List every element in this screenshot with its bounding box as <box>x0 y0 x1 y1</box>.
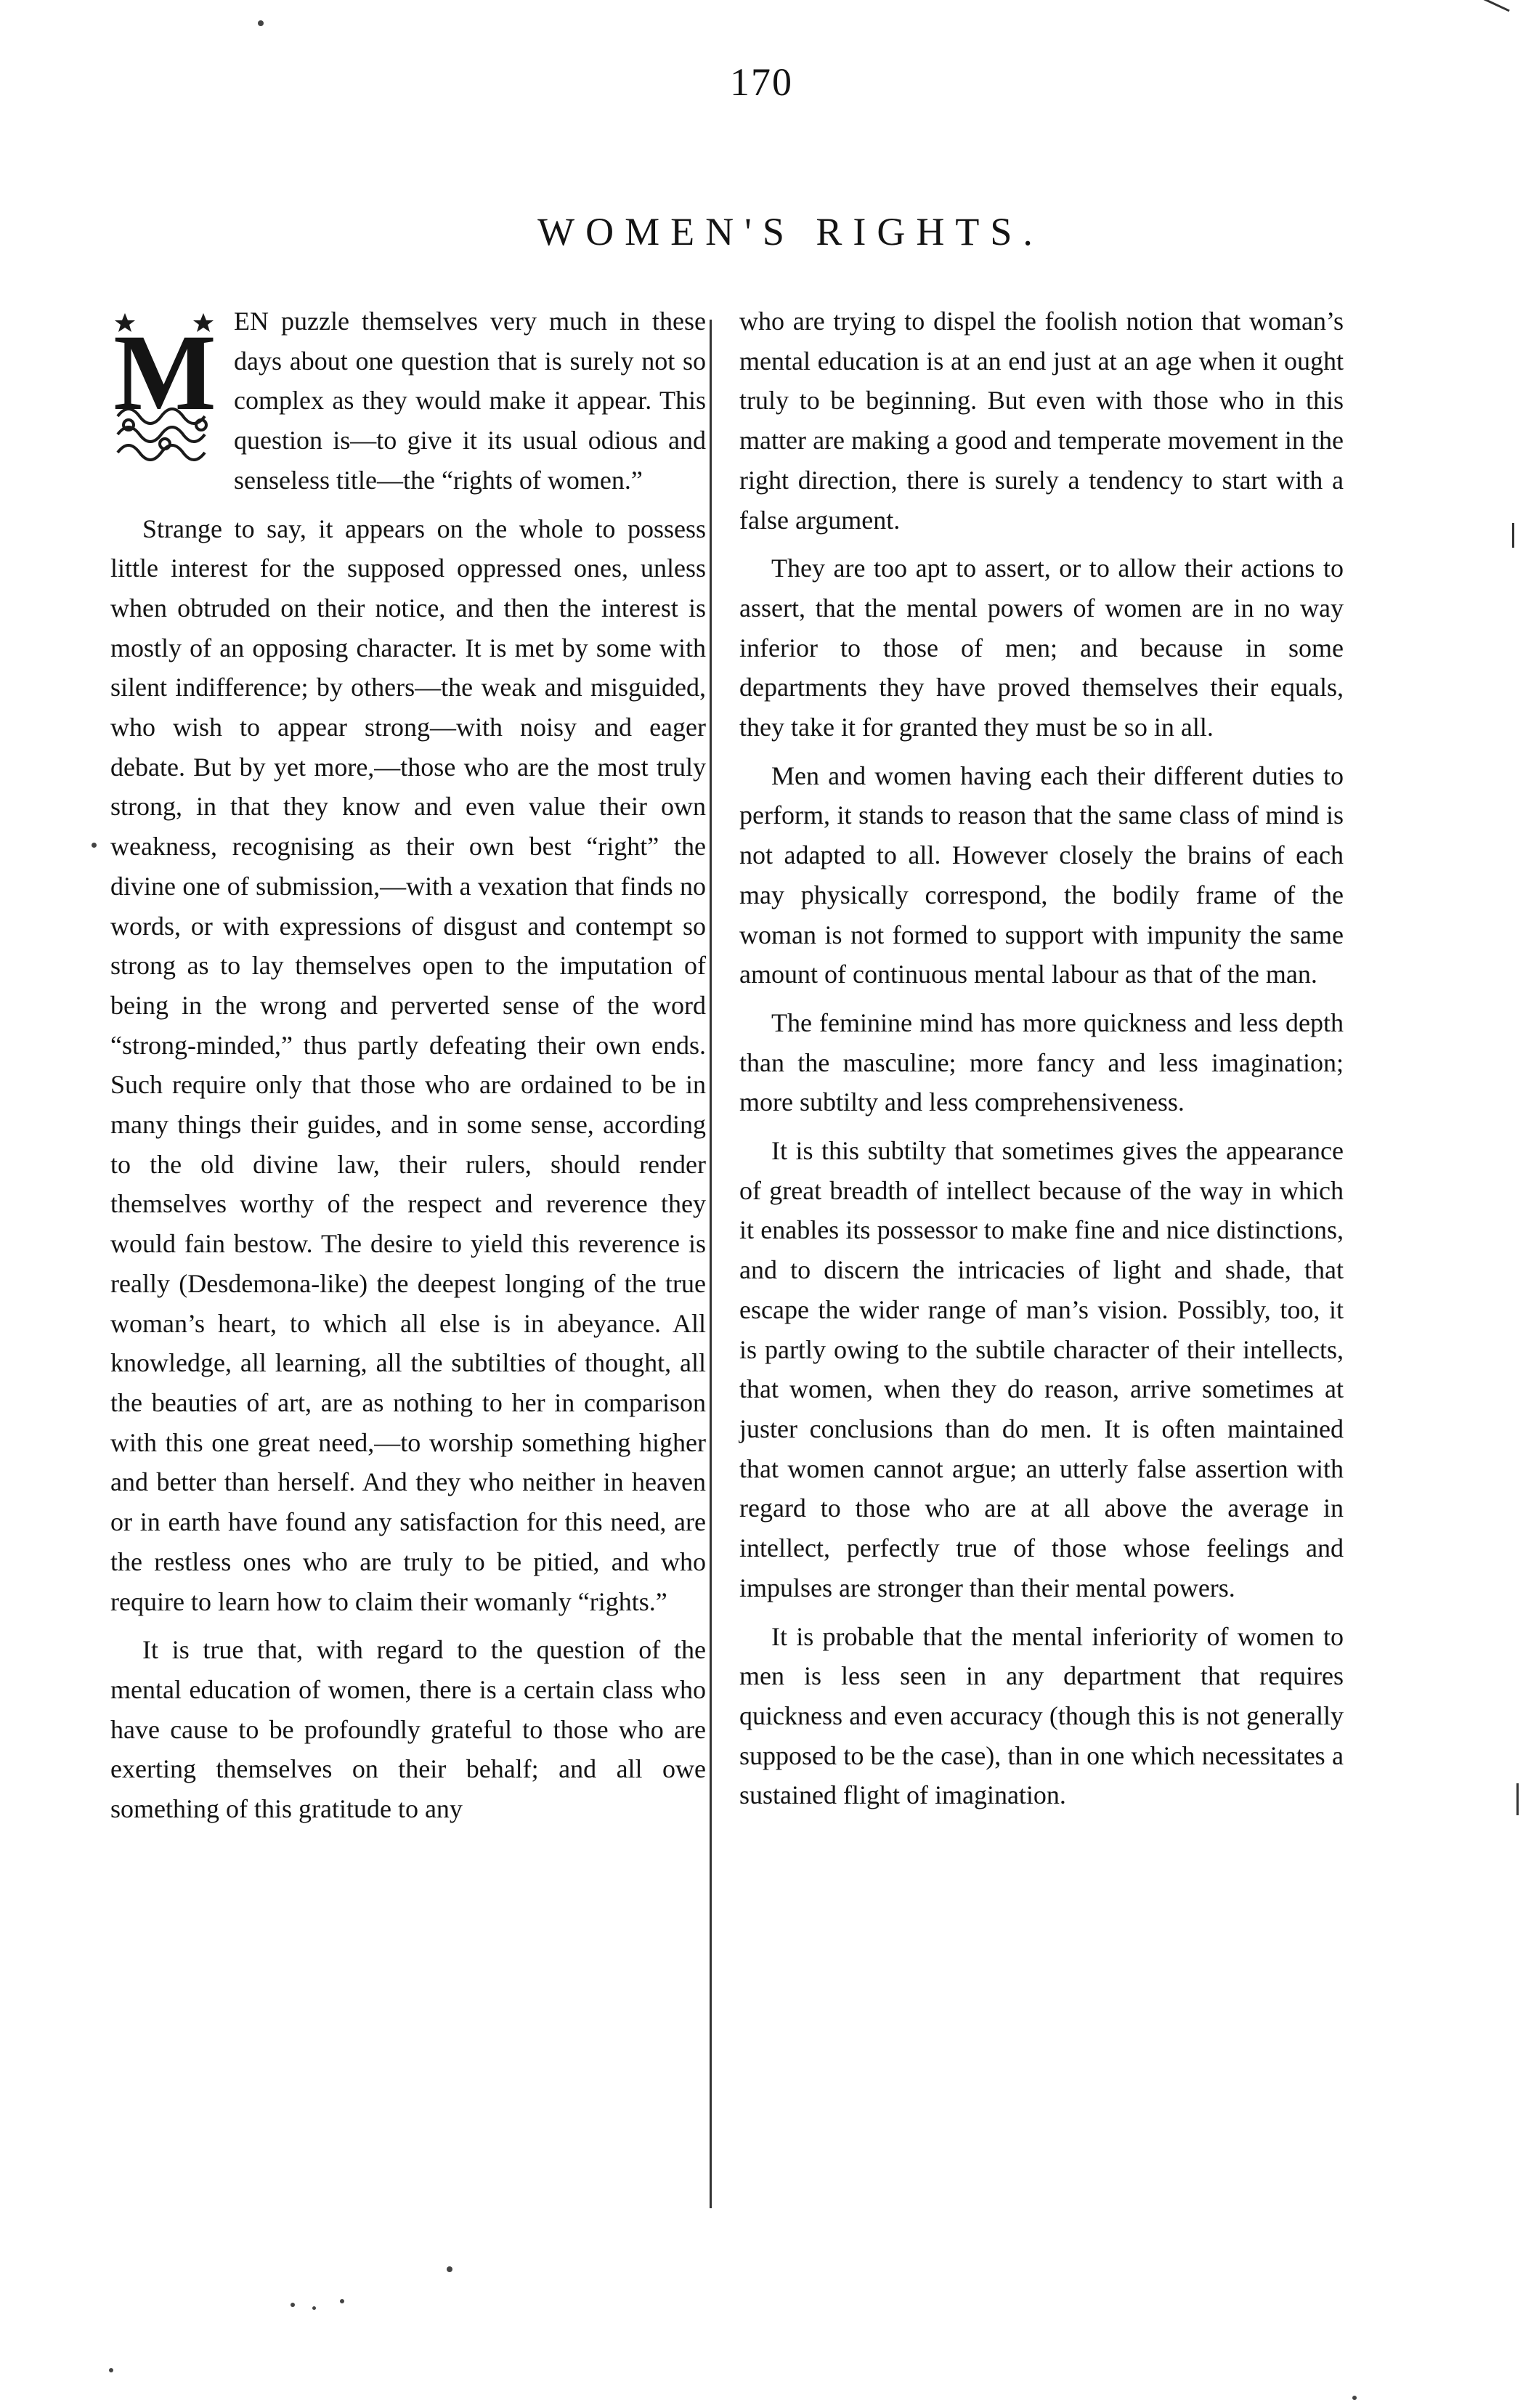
paragraph-7: The feminine mind has more quickness and less depth than the masculine; more fancy and less imagination; more subtilty and less comprehensiveness. <box>739 1008 1344 1117</box>
scan-speck <box>291 2303 295 2307</box>
right-column <box>739 301 1344 1815</box>
edge-mark <box>1482 0 1510 12</box>
paragraph-3: It is true that, with regard to the question of the mental education of women, there is a certain class who have cause to be profoundly grateful to those who are exerting themselves on their behalf; and all owe something of this gratitude to any <box>110 1635 706 1824</box>
paragraph-1: M EN puzzle themselves very much in these days about one question that is surely not so complex as they would make it appear. This question is—to give it its usual odious and senseless title—the “rights of women.” <box>110 301 706 500</box>
paragraph-6: Men and women having each their different duties to perform, it stands to reason that the same class of mind is not adapted to all. However closely the brains of each may physically correspond, the bodily frame of the woman is not formed to support with impunity the same amount of continuous mental labour as that of the man. <box>739 761 1344 989</box>
left-column <box>110 301 706 1829</box>
scan-speck <box>447 2266 452 2272</box>
scan-speck <box>109 2368 113 2372</box>
paragraph-9: It is probable that the mental inferiority of women to men is less seen in any department that requires quickness and even accuracy (though this is not generally supposed to be the case), than in one which necessitates a sustained flight of imagination. <box>739 1621 1344 1810</box>
scan-speck <box>92 843 97 848</box>
scan-speck <box>258 20 264 26</box>
scan-speck <box>340 2299 344 2303</box>
page-number: 170 <box>730 60 793 104</box>
edge-mark <box>1512 523 1514 548</box>
article-title: WOMEN'S RIGHTS. <box>537 210 1044 254</box>
paragraph-8: It is this subtilty that sometimes gives the appearance of great breadth of intellect because of the way in which it enables its possessor to make fine and nice distinctions, and to discern the intricacies of light and shade, that escape the wider range of man’s vision. Possibly, too, it is partly owing to the subtile character of their intellects, that women, when they do reason, arrive sometimes at juster conclusions than do men. It is often maintained that women cannot argue; an utterly false assertion with regard to those who are at all above the average in intellect, perfectly true of those whose feelings and impulses are stronger than their mental powers. <box>739 1136 1344 1602</box>
paragraph-4: who are trying to dispel the foolish notion that woman’s mental education is at an end just at an age when it ought truly to be beginning. But even with those who in this matter are making a good and temperate movement in the right direction, there is surely a tendency to start with a false argument. <box>739 307 1344 535</box>
scan-speck <box>1352 2396 1357 2400</box>
edge-mark <box>1516 1783 1519 1815</box>
dropcap-letter: M <box>113 312 216 433</box>
column-divider <box>710 320 712 2208</box>
scan-speck <box>312 2306 316 2310</box>
paragraph-5: They are too apt to assert, or to allow their actions to assert, that the mental powers of women are in no way inferior to those of men; and because in some departments they have proved themselves their equals, they take it for granted they must be so in all. <box>739 554 1344 742</box>
ornamental-dropcap <box>110 307 219 466</box>
paragraph-2: Strange to say, it appears on the whole to possess little interest for the supposed oppressed ones, unless when obtruded on their notice, and then the interest is mostly of an opposing character. It is met by some with silent indifference; by others—the weak and misguided, who wish to appear strong—with noisy and eager debate. But by yet more,—those who are the most truly strong, in that they know and even value their own weakness, recognising as their own best “right” the divine one of submission,—with a vexation that finds no words, or with expressions of disgust and contempt so strong as to lay themselves open to the imputation of being in the wrong and perverted sense of the word “strong-minded,” thus partly defeating their own ends. Such require only that those who are ordained to be in many things their guides, and in some sense, according to the old divine law, their rulers, should render themselves worthy of the respect and reverence they would fain bestow. The desire to yield this reverence is really (Desdemona-like) the deepest longing of the true woman’s heart, to which all else is in abeyance. All knowledge, all learning, all the subtilties of thought, all the beauties of art, are as nothing to her in comparison with this one great need,—to worship something higher and better than herself. And they who neither in heaven or in earth have found any satisfaction for this need, are the restless ones who are truly to be pitied, and who require to learn how to claim their womanly “rights.” <box>110 514 706 1616</box>
